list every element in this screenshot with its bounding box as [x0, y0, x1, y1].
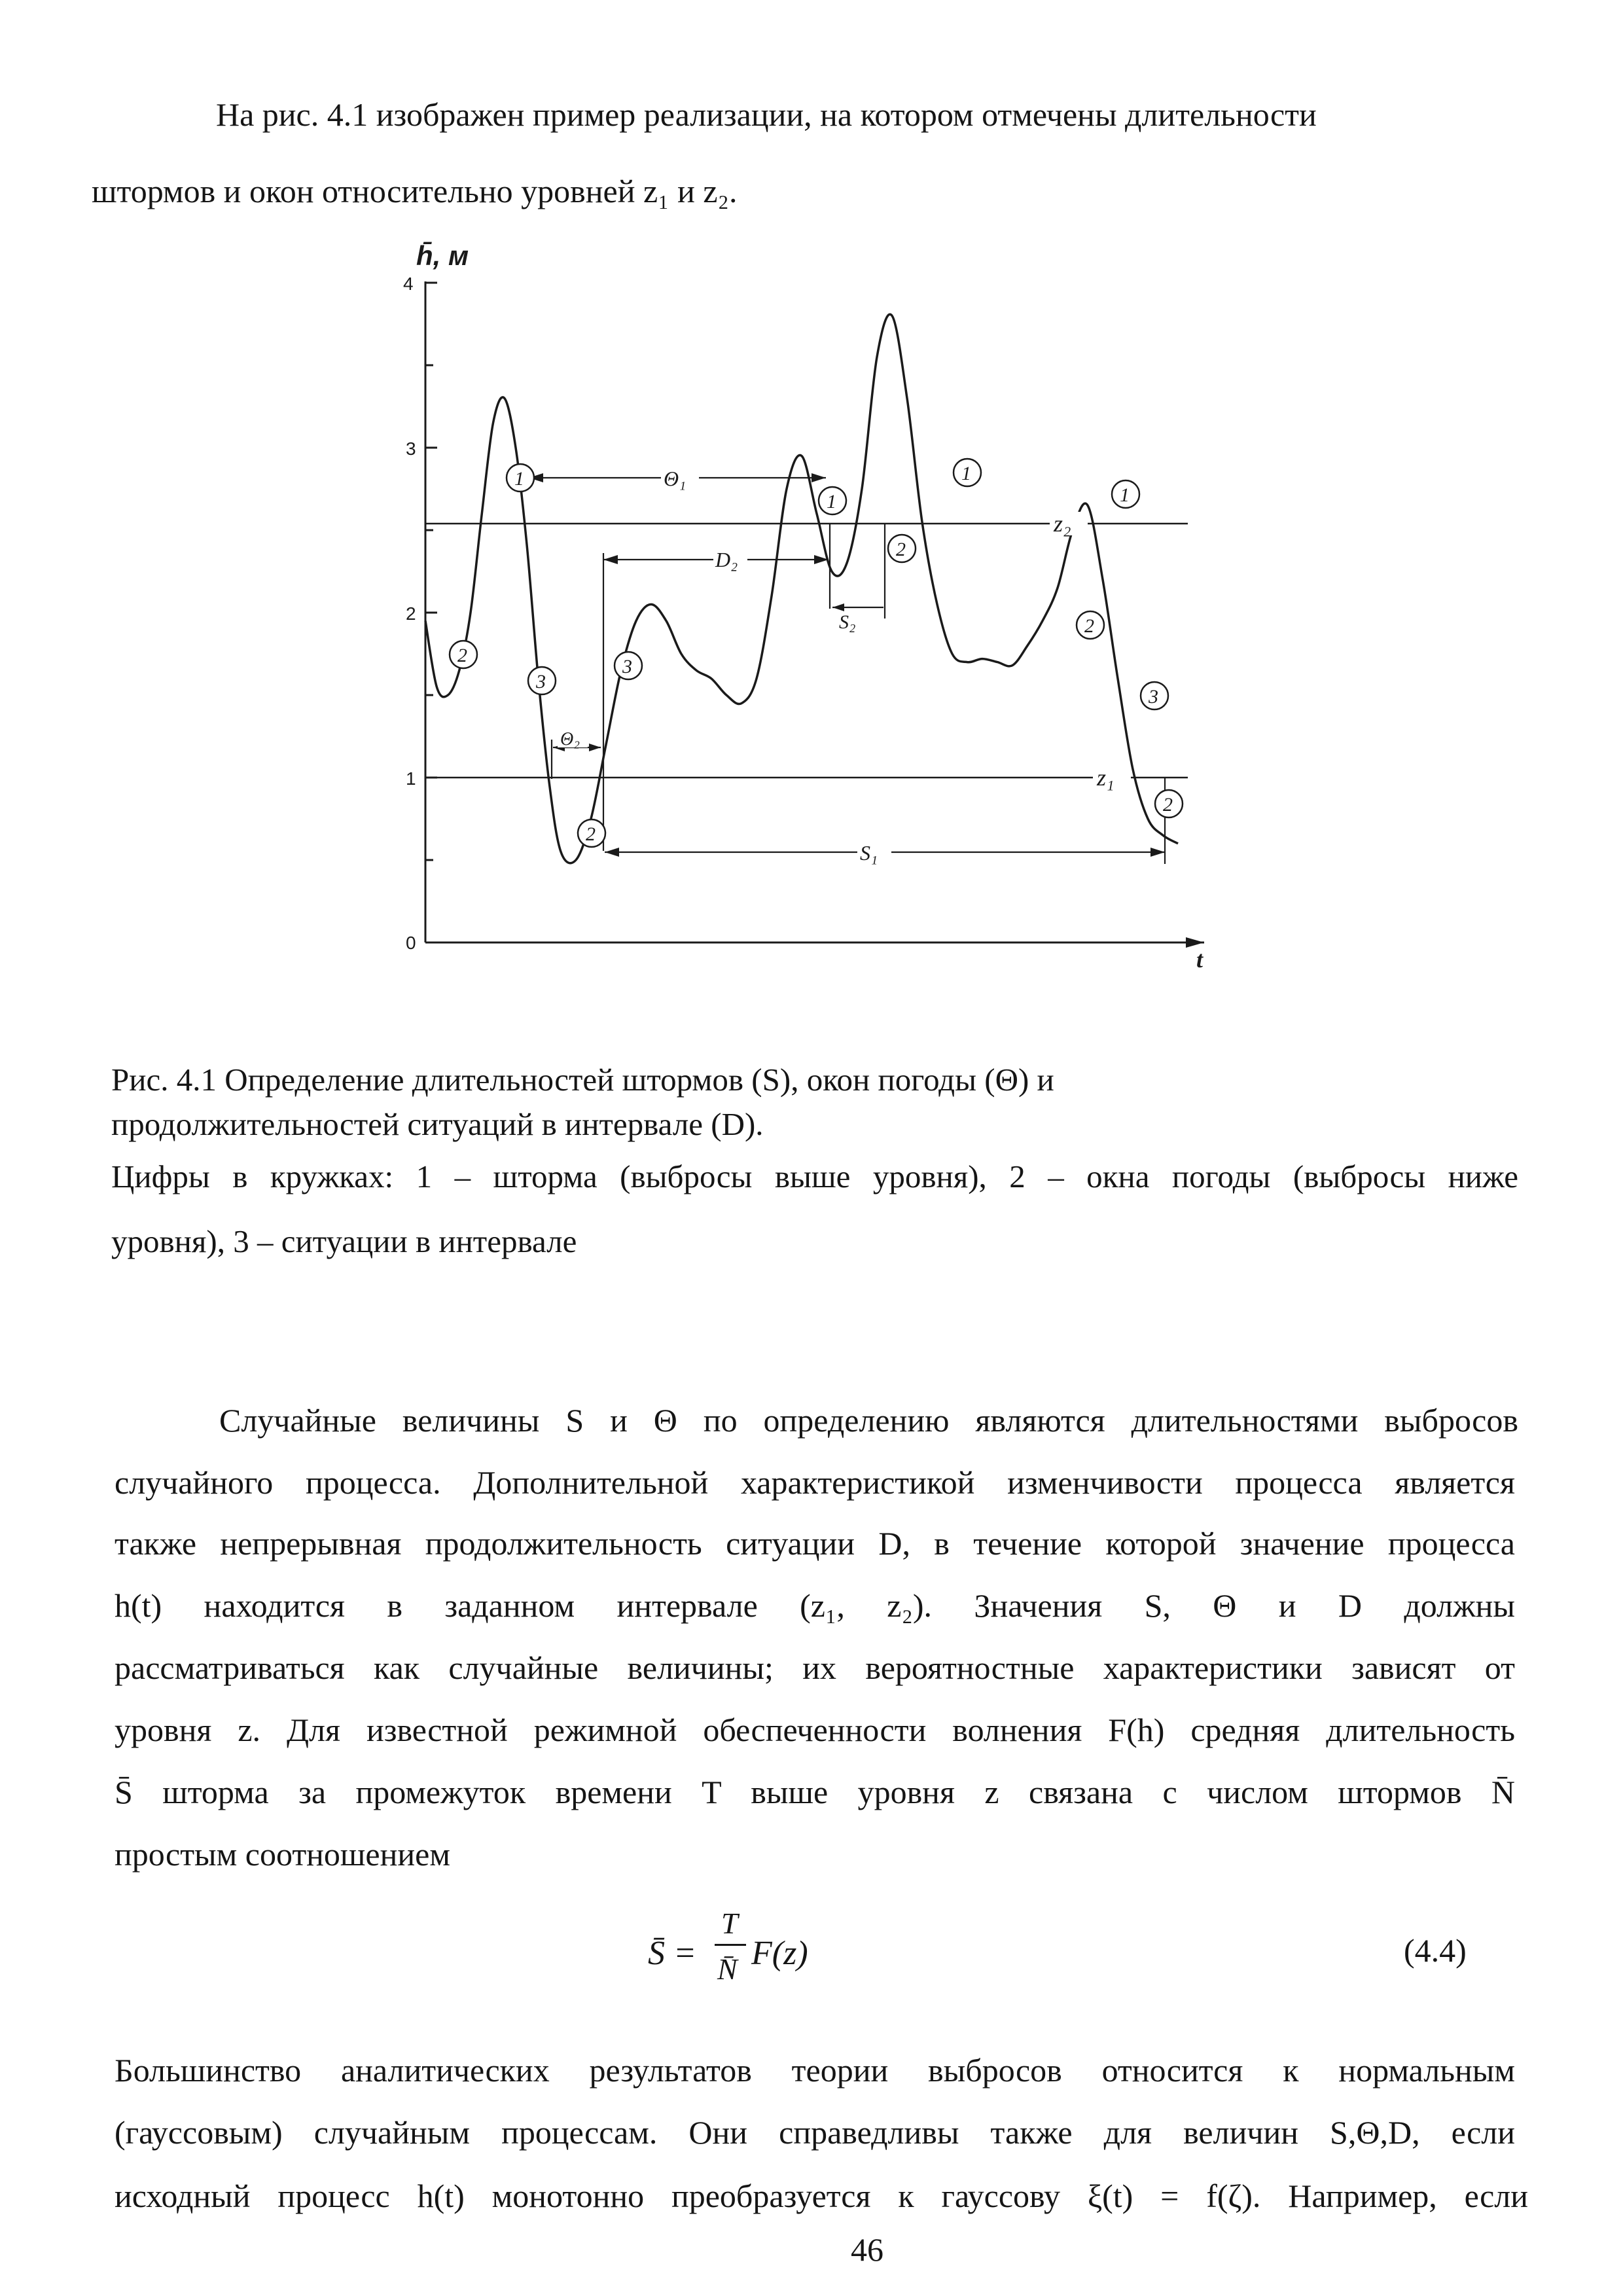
body-p1-line-6: уровня z. Для известной режимной обеспеченности волнения F(h) средняя длительность: [115, 1712, 1515, 1748]
caption-line-4: уровня), 3 – ситуации в интервале: [111, 1223, 577, 1259]
y-axis-label: h̄, м: [416, 240, 469, 271]
interval-label-theta1: Θ₁: [664, 467, 687, 490]
level-z1-label: z₁: [1097, 764, 1115, 791]
body-p1-line-3: также непрерывная продолжительность ситуации D, в течение которой значение процесса: [115, 1525, 1515, 1562]
marker-interval-1: [528, 667, 556, 694]
formula-rhs: F(z): [751, 1935, 808, 1972]
caption-line-3: Цифры в кружках: 1 – шторма (выбросы выше уровня), 2 – окна погоды (выбросы ниже: [111, 1158, 1518, 1194]
body-p1-line-2: случайного процесса. Дополнительной характеристикой изменчивости процесса является: [115, 1464, 1515, 1501]
svg-text:2: 2: [1084, 615, 1094, 637]
y-tick-4: 4: [403, 274, 414, 294]
formula-denominator: N̄: [717, 1952, 738, 1986]
marker-interval-3: [1141, 682, 1168, 709]
caption-line-2: продолжительностей ситуаций в интервале (D).: [111, 1106, 764, 1142]
level-z2-label: z₂: [1054, 511, 1071, 537]
formula-number: (4.4): [1404, 1932, 1467, 1969]
caption-line-1: Рис. 4.1 Определение длительностей штормов (S), окон погоды (Θ) и: [111, 1062, 1054, 1098]
formula-fraction-bar: [715, 1944, 746, 1946]
figure-4-1: [0, 0, 1623, 1021]
marker-interval-2: [615, 652, 642, 679]
interval-label-s1: S₁: [860, 841, 878, 865]
marker-window-3: [888, 535, 916, 562]
body-p2-line-2: (гауссовым) случайным процессам. Они справедливы также для величин S,Θ,D, если: [115, 2114, 1515, 2151]
marker-storm-3: [954, 459, 981, 486]
body-p2-line-1: Большинство аналитических результатов теории выбросов относится к нормальным: [115, 2052, 1515, 2089]
svg-text:3: 3: [536, 671, 546, 692]
formula-numerator: T: [721, 1907, 738, 1940]
marker-storm-2: [819, 487, 846, 514]
page-number: 46: [851, 2231, 883, 2268]
intro-line-1: На рис. 4.1 изображен пример реализации, на котором отмечены длительности: [216, 96, 1317, 133]
level-z2-line: [1, 1, 425, 681]
body-p1-line-4: h(t) находится в заданном интервале (z₁, z₂). Значения S, Θ и D должны: [115, 1587, 1515, 1624]
svg-text:1: 1: [514, 468, 524, 490]
marker-storm-1: [507, 464, 534, 492]
y-tick-1: 1: [406, 768, 416, 789]
svg-text:1: 1: [827, 491, 836, 512]
svg-text:2: 2: [586, 823, 596, 845]
body-p1-line-7: S̄ шторма за промежуток времени T выше уровня z связана с числом штормов N̄: [115, 1774, 1515, 1810]
marker-window-1: [450, 641, 477, 668]
marker-window-2: [578, 819, 605, 847]
svg-text:2: 2: [457, 645, 467, 666]
svg-text:2: 2: [896, 539, 906, 560]
marker-window-5: [1155, 790, 1183, 817]
marker-storm-4: [1112, 480, 1139, 508]
interval-label-theta2: Θ₂: [560, 729, 580, 749]
svg-text:2: 2: [1163, 794, 1173, 816]
body-p2-line-3: исходный процесс h(t) монотонно преобразуется к гауссову ξ(t) = f(ζ). Например, если: [115, 2178, 1528, 2214]
y-tick-0: 0: [406, 933, 416, 953]
interval-label-s2: S₂: [839, 611, 856, 633]
body-p1-line-5: рассматриваться как случайные величины; их вероятностные характеристики зависят от: [115, 1649, 1515, 1686]
body-p1-line-8: простым соотношением: [115, 1836, 450, 1873]
interval-label-d2: D₂: [715, 548, 738, 571]
intro-line-2: штормов и окон относительно уровней z₁ и z₂.: [92, 173, 738, 209]
marker-window-4: [1077, 611, 1104, 639]
formula-lhs: S̄ =: [648, 1935, 697, 1972]
svg-text:3: 3: [1149, 686, 1158, 708]
y-tick-2: 2: [406, 603, 416, 624]
svg-text:1: 1: [961, 463, 971, 484]
svg-text:3: 3: [622, 656, 632, 677]
process-curve: [425, 314, 1178, 863]
svg-text:1: 1: [1120, 484, 1130, 506]
x-axis-label: t: [1196, 946, 1204, 973]
body-p1-line-1: Случайные величины S и Θ по определению являются длительностями выбросов: [219, 1402, 1518, 1439]
y-tick-3: 3: [406, 439, 416, 459]
